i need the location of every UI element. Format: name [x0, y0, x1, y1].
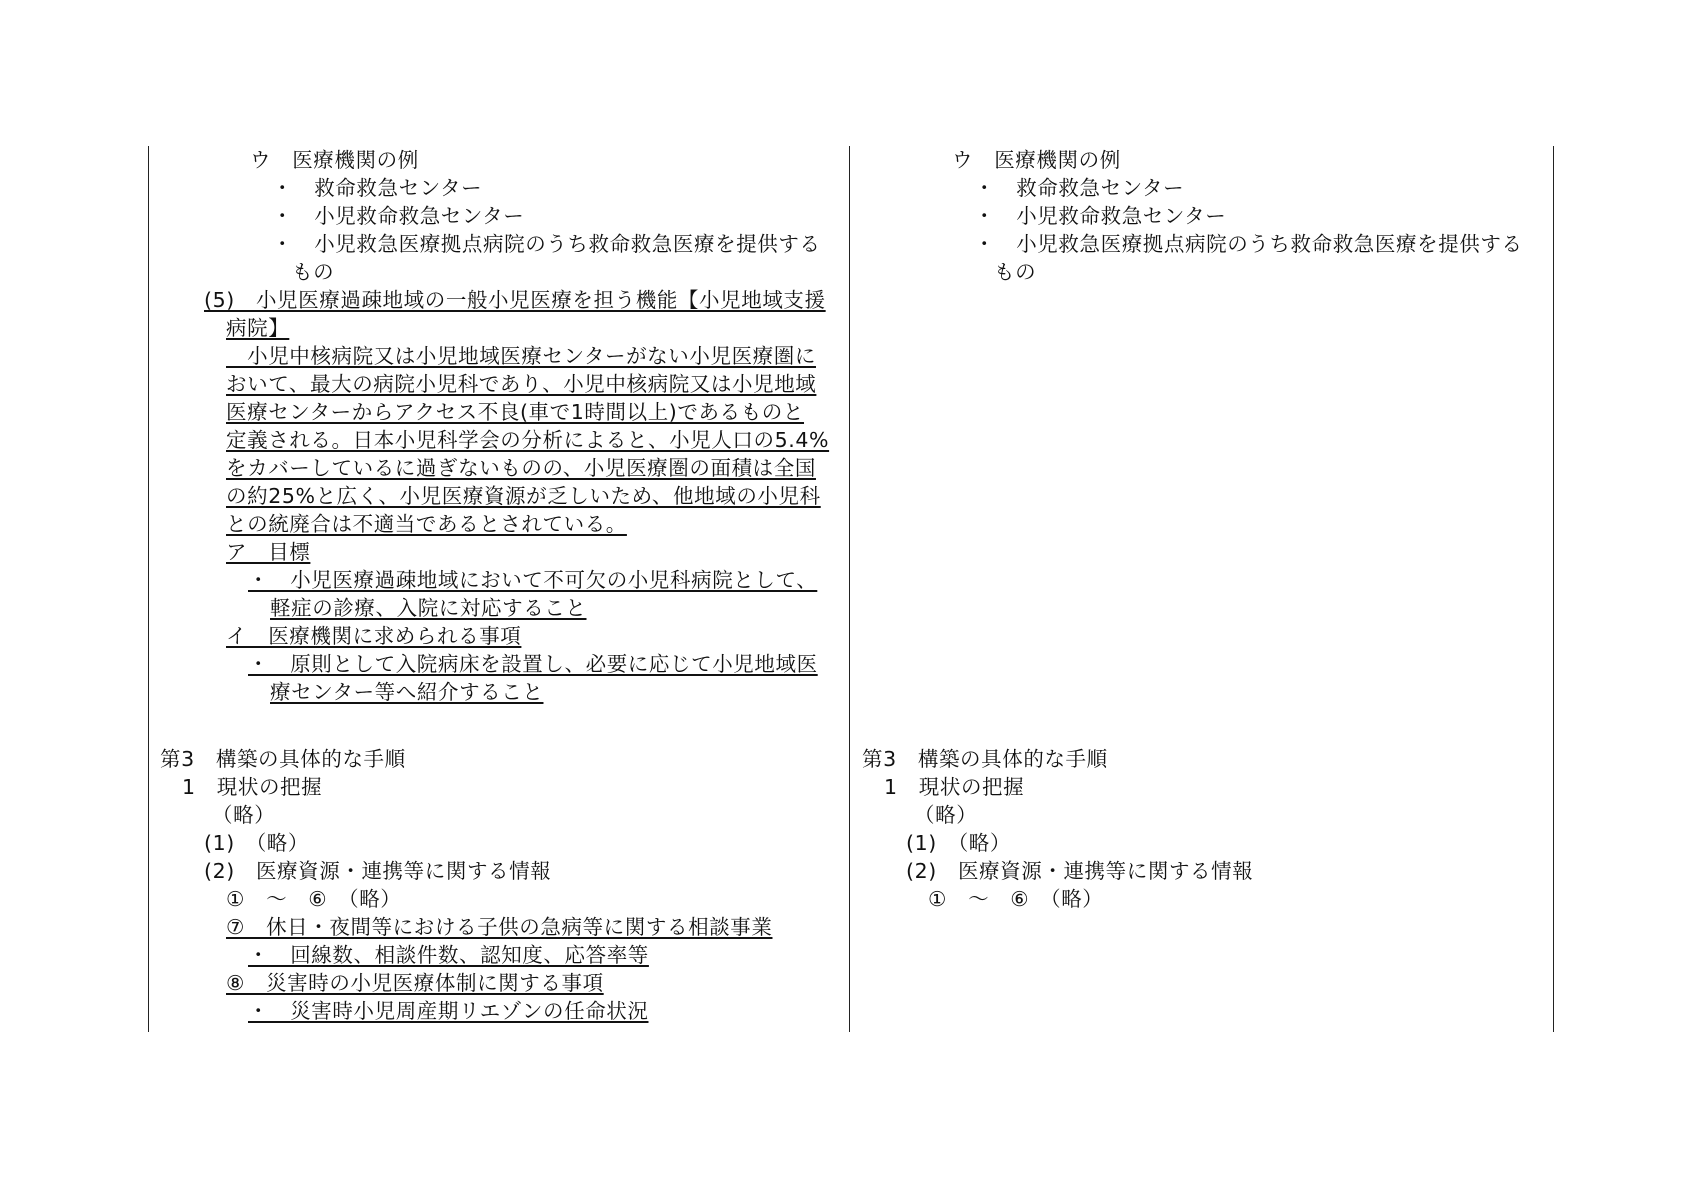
left-border-line [148, 146, 149, 1032]
center-divider-line [849, 146, 850, 1032]
left-line-4: ・ 小児救急医療拠点病院のうち救命救急医療を提供する [272, 232, 821, 256]
section-5-body-2: おいて、最大の病院小児科であり、小児中核病院又は小児地域 [226, 372, 817, 396]
left-line-5: もの [292, 260, 335, 284]
left-item-1: (1) （略） [204, 831, 309, 855]
section-5-body-7: との統廃合は不適当であるとされている。 [226, 512, 627, 536]
left-line-1: ウ 医療機関の例 [250, 148, 419, 172]
left-chapter-3-heading: 第3 構築の具体的な手順 [160, 747, 406, 771]
section-5-body-3: 医療センターからアクセス不良(車で1時間以上)であるものと [226, 400, 805, 424]
item-7-detail: ・ 回線数、相談件数、認知度、応答率等 [248, 943, 649, 967]
right-border-line [1553, 146, 1554, 1032]
goal-heading: ア 目標 [226, 540, 311, 564]
section-5-heading: (5) 小児医療過疎地域の一般小児医療を担う機能【小児地域支援 [204, 288, 826, 312]
section-5-body-4: 定義される。日本小児科学会の分析によると、小児人口の5.4% [226, 428, 830, 452]
section-5-body-5: をカバーしているに過ぎないものの、小児医療圏の面積は全国 [226, 456, 816, 480]
right-line-3: ・ 小児救命救急センター [974, 204, 1227, 228]
left-line-2: ・ 救命救急センター [272, 176, 483, 200]
right-item-2-range: ① ～ ⑥ （略） [928, 887, 1104, 911]
right-section-1-heading: 1 現状の把握 [884, 775, 1025, 799]
right-line-2: ・ 救命救急センター [974, 176, 1185, 200]
goal-item-1-cont: 軽症の診療、入院に対応すること [270, 596, 587, 620]
requirements-item-1: ・ 原則として入院病床を設置し、必要に応じて小児地域医 [248, 652, 818, 676]
requirements-heading: イ 医療機関に求められる事項 [226, 624, 522, 648]
goal-item-1: ・ 小児医療過疎地域において不可欠の小児科病院として、 [248, 568, 818, 592]
item-8-detail: ・ 災害時小児周産期リエゾンの任命状況 [248, 999, 649, 1023]
right-line-1: ウ 医療機関の例 [952, 148, 1121, 172]
right-item-1: (1) （略） [906, 831, 1011, 855]
right-line-4: ・ 小児救急医療拠点病院のうち救命救急医療を提供する [974, 232, 1523, 256]
section-5-body-6: の約25%と広く、小児医療資源が乏しいため、他地域の小児科 [226, 484, 821, 508]
left-omitted-1: （略） [212, 803, 276, 827]
right-item-2: (2) 医療資源・連携等に関する情報 [906, 859, 1254, 883]
left-section-1-heading: 1 現状の把握 [182, 775, 323, 799]
item-8-heading: ⑧ 災害時の小児医療体制に関する事項 [226, 971, 604, 995]
item-7-heading: ⑦ 休日・夜間等における子供の急病等に関する相談事業 [226, 915, 773, 939]
left-line-3: ・ 小児救命救急センター [272, 204, 525, 228]
section-5-heading-cont: 病院】 [226, 316, 290, 340]
right-chapter-3-heading: 第3 構築の具体的な手順 [862, 747, 1108, 771]
section-5-body-1: 小児中核病院又は小児地域医療センターがない小児医療圏に [226, 344, 816, 368]
left-item-2-range: ① ～ ⑥ （略） [226, 887, 402, 911]
requirements-item-1-cont: 療センター等へ紹介すること [270, 680, 544, 704]
right-omitted-1: （略） [914, 803, 978, 827]
left-item-2: (2) 医療資源・連携等に関する情報 [204, 859, 552, 883]
right-line-5: もの [994, 260, 1037, 284]
